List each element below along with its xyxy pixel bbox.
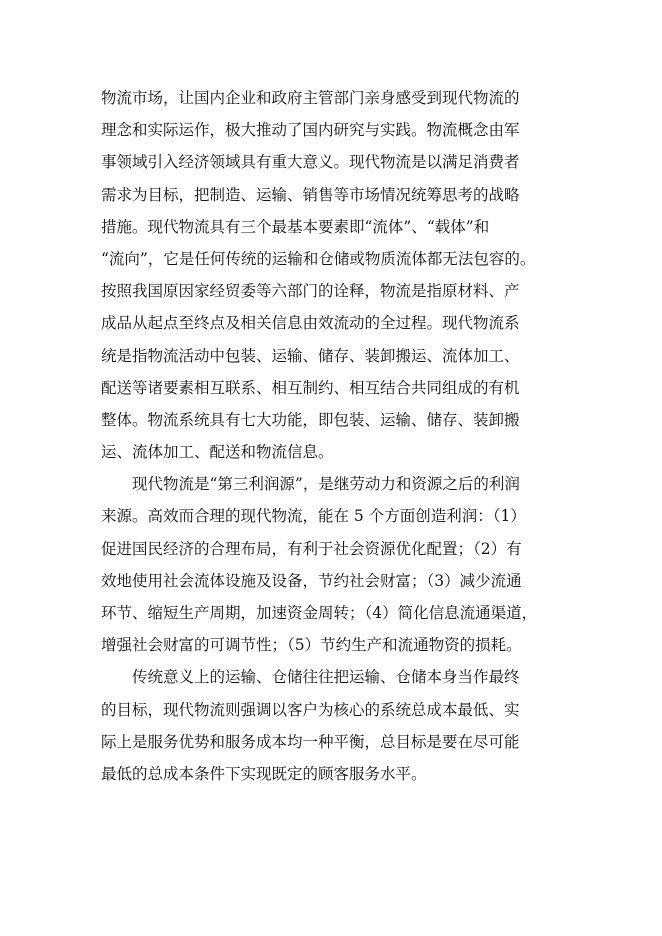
text-line: 促进国民经济的合理布局，有利于社会资源优化配置；（2）有: [101, 539, 522, 558]
text-line: 增强社会财富的可调节性；（5）节约生产和流通物资的损耗。: [101, 636, 522, 655]
text-line: 物流市场，让国内企业和政府主管部门亲身感受到现代物流的: [101, 89, 520, 107]
text-line: 措施。现代物流具有三个最基本要素即“流体”、“载体”和: [101, 217, 490, 236]
text-line: 事领域引入经济领域具有重大意义。现代物流是以满足消费者: [101, 153, 520, 172]
text-line: 环节、缩短生产周期，加速资金周转；（4）简化信息流通渠道，: [101, 604, 538, 622]
paragraph-3: [101, 661, 571, 790]
text-line: “流向”，它是任何传统的运输和仓储或物质流体都无法包容的。: [101, 249, 536, 268]
text-line: 按照我国原因家经贸委等六部门的诠释，物流是指原材料、产: [101, 282, 520, 301]
document-body: [101, 82, 571, 790]
text-line: 配送等诸要素相互联系、相互制约、相互结合共同组成的有机: [101, 378, 520, 397]
text-line: 需求为目标，把制造、运输、销售等市场情况统筹思考的战略: [101, 185, 520, 204]
paragraph-1: [101, 82, 571, 468]
text-line: 的目标，现代物流则强调以客户为核心的系统总成本最低、实: [101, 700, 520, 719]
text-line: 现代物流是“第三利润源”，是继劳动力和资源之后的利润: [101, 475, 520, 494]
paragraph-2: [101, 468, 571, 661]
text-line: 统是指物流活动中包装、运输、储存、装卸搬运、流体加工、: [101, 346, 520, 365]
text-line: 整体。物流系统具有七大功能，即包装、运输、储存、装卸搬: [101, 410, 520, 429]
text-line: 来源。高效而合理的现代物流，能在 5 个方面创造利润：（1）: [101, 507, 526, 526]
text-line: 际上是服务优势和服务成本均一种平衡，总目标是要在尽可能: [101, 732, 520, 751]
text-line: 理念和实际运作，极大推动了国内研究与实践。物流概念由军: [101, 121, 520, 140]
text-line: 成品从起点至终点及相关信息由效流动的全过程。现代物流系: [101, 314, 520, 333]
text-line: 运、流体加工、配送和物流信息。: [101, 443, 334, 462]
text-line: 效地使用社会流体设施及设备，节约社会财富；（3）减少流通: [101, 571, 522, 590]
text-line: 最低的总成本条件下实现既定的顾客服务水平。: [101, 764, 427, 783]
text-line: 传统意义上的运输、仓储往往把运输、仓储本身当作最终: [101, 668, 520, 687]
